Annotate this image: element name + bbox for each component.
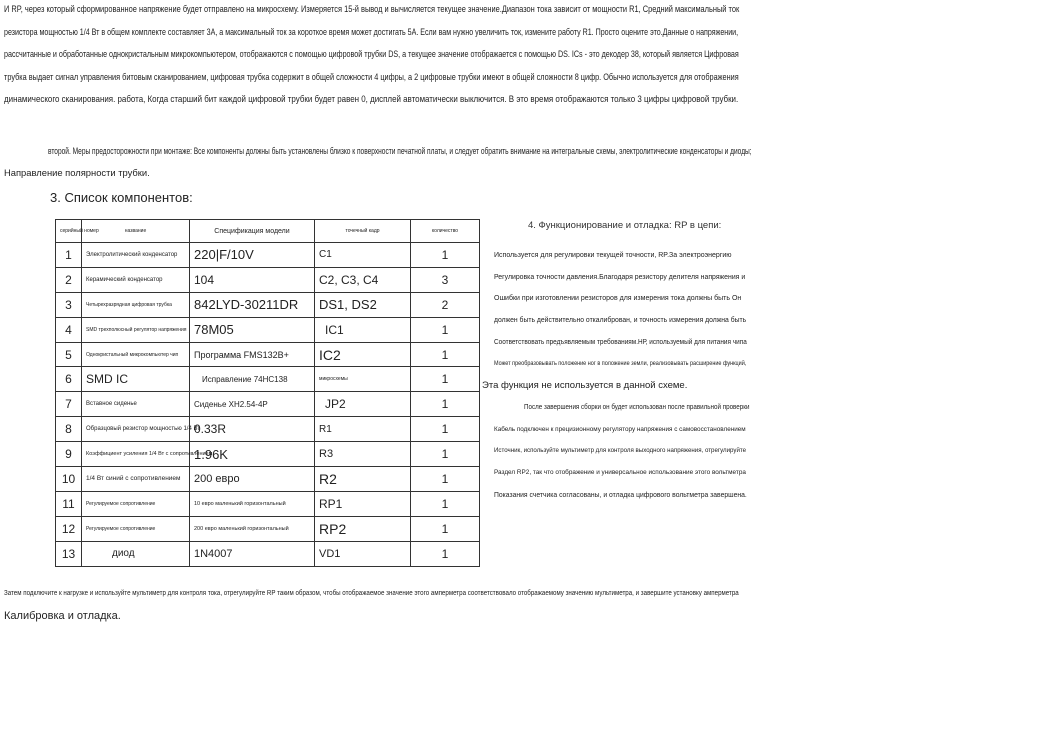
cell-ref: RP2 xyxy=(315,516,411,541)
cell-qty: 1 xyxy=(411,467,480,492)
cell-qty: 1 xyxy=(411,392,480,417)
cell-spec: 0.33R xyxy=(190,417,315,442)
cell-spec: Исправление 74HC138 xyxy=(190,367,315,392)
cell-ref: VD1 xyxy=(315,541,411,566)
cell-name: Образцовый резистор мощностью 1/4 Вт xyxy=(82,417,190,442)
cell-spec: 104 xyxy=(190,267,315,292)
cell-num: 11 xyxy=(56,491,82,516)
cell-name: 1/4 Вт синий с сопротивлением xyxy=(82,467,190,492)
table-row xyxy=(56,292,480,317)
table-row xyxy=(56,342,480,367)
cell-name: Однокристальный микрокомпьютер чип xyxy=(82,342,190,367)
component-table xyxy=(55,219,480,567)
cell-num: 1 xyxy=(56,243,82,268)
cell-spec: 78M05 xyxy=(190,317,315,342)
table-row xyxy=(56,491,480,516)
section-4-line: Используется для регулировки текущей точности, RP.За электроэнергию xyxy=(494,252,732,259)
cell-name: Электролитический конденсатор xyxy=(82,243,190,268)
cell-qty: 1 xyxy=(411,417,480,442)
cell-num: 6 xyxy=(56,367,82,392)
cell-ref: R1 xyxy=(315,417,411,442)
table-row xyxy=(56,367,480,392)
cell-qty: 1 xyxy=(411,516,480,541)
cell-name: Четырехразрядная цифровая трубка xyxy=(82,292,190,317)
cell-qty: 1 xyxy=(411,317,480,342)
footer-line: Затем подключите к нагрузке и используйте мультиметр для контроля тока, отрегулируйте RP таким образом, чтобы отображаемое значение этого амперметра соответствовало отображаемому значению мультиметра, и завершите установку амперметра xyxy=(4,590,739,597)
cell-num: 5 xyxy=(56,342,82,367)
section-4-line: Кабель подключен к прецизионному регулятору напряжения с самовосстановлением xyxy=(494,425,746,433)
section-4-line: После завершения сборки он будет использован после правильной проверки xyxy=(524,403,750,411)
cell-name: SMD трехполюсный регулятор напряжения xyxy=(82,317,190,342)
table-row xyxy=(56,516,480,541)
cell-name: Вставное сиденье xyxy=(82,392,190,417)
cell-ref: RP1 xyxy=(315,491,411,516)
cell-ref: IC1 xyxy=(315,317,411,342)
header-ref: точечный кадр xyxy=(315,220,411,243)
note-line: Направление полярности трубки. xyxy=(4,167,150,178)
section-4-line: Регулировка точности давления.Благодаря резистору делителя напряжения и xyxy=(494,273,746,281)
cell-spec: 200 евро маленький горизонтальный xyxy=(190,516,315,541)
cell-qty: 3 xyxy=(411,267,480,292)
header-qty: количество xyxy=(411,220,480,243)
table-row xyxy=(56,467,480,492)
table-row xyxy=(56,442,480,467)
cell-ref: DS1, DS2 xyxy=(315,292,411,317)
cell-qty: 2 xyxy=(411,292,480,317)
cell-spec: Программа FMS132B+ xyxy=(190,342,315,367)
cell-spec: 200 евро xyxy=(190,467,315,492)
cell-num: 8 xyxy=(56,417,82,442)
cell-ref: IC2 xyxy=(315,342,411,367)
cell-num: 4 xyxy=(56,317,82,342)
cell-name: Коэффициент усиления 1/4 Вт с сопротивлением xyxy=(82,442,190,467)
cell-qty: 1 xyxy=(411,367,480,392)
section-4-line: Может преобразовывать положение ног в положение земли, реализовывать расширение функций, xyxy=(494,360,747,367)
cell-num: 9 xyxy=(56,442,82,467)
table-row xyxy=(56,392,480,417)
section-4-title: 4. Функционирование и отладка: RP в цепи: xyxy=(528,220,722,231)
intro-line: И RP, через который сформированное напряжение будет отправлено на микросхему. Измеряется 15-й вывод и вычисляется текущее значение.Диапазон тока зависит от мощности R1, Средний максимальный ток xyxy=(4,3,740,14)
assembly-note xyxy=(4,140,752,184)
header-spec: Спецификация модели xyxy=(190,220,315,243)
table-row xyxy=(56,317,480,342)
section-4-line: Ошибки при изготовлении резисторов для измерения тока должны быть Он xyxy=(494,295,742,303)
header-name: название xyxy=(82,220,190,243)
intro-line: резистора мощностью 1/4 Вт в общем комплекте составляет 3A, а максимальный ток за короткое время может достигать 5A. Если вам нужно увеличить ток, измените работу R1. Просто оцените это.Данные о напряжении, xyxy=(4,25,739,37)
table-row xyxy=(56,541,480,566)
intro-line: динамического сканирования. работа, Когда старший бит каждой цифровой трубки будет равен 0, дисплей автоматически выключится. В это время отображаются только 3 цифры цифровой трубки. xyxy=(4,93,739,105)
cell-name: диод xyxy=(82,541,190,566)
note-line: второй. Меры предосторожности при монтаже: Все компоненты должны быть установлены близко к поверхности печатной платы, и следует обратить внимание на интегральные схемы, электролитические конденсаторы и диоды; xyxy=(48,145,752,156)
section-4-line: Раздел RP2, так что отображение и универсальное использование этого вольтметра xyxy=(494,469,746,477)
intro-line: рассчитанные и обработанные однокристальным микрокомпьютером, отображаются с помощью цифровой трубки DS, а текущее значение отображается с помощью DS. ICs - это декодер 38, который является Цифровая xyxy=(4,48,739,60)
cell-spec: 10 евро маленький горизонтальный xyxy=(190,491,315,516)
cell-name: Регулируемое сопротивление xyxy=(82,516,190,541)
table-row xyxy=(56,417,480,442)
cell-qty: 1 xyxy=(411,541,480,566)
header-serial: серийный номер xyxy=(56,220,82,243)
cell-ref: JP2 xyxy=(315,392,411,417)
cell-qty: 1 xyxy=(411,442,480,467)
cell-ref: R2 xyxy=(315,467,411,492)
footer-text xyxy=(4,583,746,627)
table-row xyxy=(56,267,480,292)
cell-ref: C2, C3, C4 xyxy=(315,267,411,292)
cell-ref: R3 xyxy=(315,442,411,467)
table-row xyxy=(56,243,480,268)
intro-paragraph xyxy=(4,0,746,111)
cell-name: Керамический конденсатор xyxy=(82,267,190,292)
section-4-line: Показания счетчика согласованы, и отладка цифрового вольтметра завершена. xyxy=(494,489,747,499)
cell-num: 2 xyxy=(56,267,82,292)
cell-qty: 1 xyxy=(411,342,480,367)
cell-spec: 1.96K xyxy=(190,442,315,467)
section-3-title: 3. Список компонентов: xyxy=(50,190,193,205)
cell-num: 10 xyxy=(56,467,82,492)
cell-name: SMD IC xyxy=(82,367,190,392)
cell-num: 3 xyxy=(56,292,82,317)
intro-line: трубка выдает сигнал управления битовым сканированием, цифровая трубка содержит в общей сложности 4 цифры, а 2 цифровые трубки имеют в общей сложности 8 цифр. Обычно используется для отображения xyxy=(4,70,739,82)
cell-num: 7 xyxy=(56,392,82,417)
section-4-line: Соответствовать предъявляемым требованиям.НР, используемый для питания чипа xyxy=(494,338,747,346)
section-4-text xyxy=(482,245,748,505)
cell-ref: C1 xyxy=(315,243,411,268)
cell-qty: 1 xyxy=(411,491,480,516)
section-4-line: Источник, используйте мультиметр для контроля выходного напряжения, отрегулируйте xyxy=(494,447,747,455)
section-4-line: должен быть действительно откалиброван, и точность измерения должна быть xyxy=(494,317,747,325)
cell-spec: 220|F/10V xyxy=(190,243,315,268)
section-4-line: Эта функция не используется в данной схеме. xyxy=(482,380,688,392)
cell-num: 12 xyxy=(56,516,82,541)
cell-ref: микросхемы xyxy=(315,367,411,392)
table-header-row xyxy=(56,220,480,243)
cell-spec: Сиденье XH2.54-4P xyxy=(190,392,315,417)
cell-name: Регулируемое сопротивление xyxy=(82,491,190,516)
cell-spec: 842LYD-30211DR xyxy=(190,292,315,317)
cell-spec: 1N4007 xyxy=(190,541,315,566)
footer-line: Калибровка и отладка. xyxy=(4,610,121,622)
cell-qty: 1 xyxy=(411,243,480,268)
cell-num: 13 xyxy=(56,541,82,566)
